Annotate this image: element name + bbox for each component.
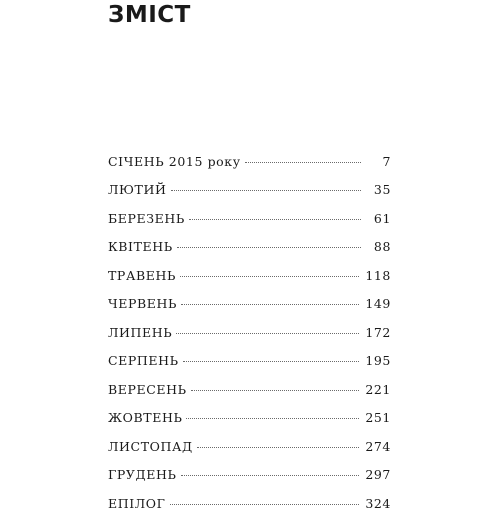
toc-entry[interactable] xyxy=(108,425,391,454)
toc-entry[interactable] xyxy=(108,397,391,426)
dot-leader xyxy=(176,333,359,334)
dot-leader xyxy=(180,276,359,277)
dot-leader xyxy=(181,304,359,305)
toc-entry[interactable] xyxy=(108,283,391,312)
toc-entry[interactable] xyxy=(108,140,391,169)
dot-leader xyxy=(189,219,361,220)
toc-entry[interactable] xyxy=(108,254,391,283)
toc-entry[interactable] xyxy=(108,368,391,397)
toc-entry[interactable] xyxy=(108,226,391,255)
toc-entry[interactable] xyxy=(108,169,391,198)
toc-page-number: 35 xyxy=(373,182,391,197)
toc-entry-label: ЕПІЛОГ xyxy=(108,495,166,511)
toc-entry[interactable] xyxy=(108,197,391,226)
toc-page-number: 221 xyxy=(365,381,391,397)
dot-leader xyxy=(171,190,362,191)
toc-page-number: 297 xyxy=(365,467,391,482)
toc-page-number: 324 xyxy=(365,495,391,511)
dot-leader xyxy=(197,447,360,448)
dot-leader xyxy=(177,247,361,248)
page-title: ЗМІСТ xyxy=(108,2,191,28)
dot-leader xyxy=(245,162,361,163)
toc-entry-label: СІЧЕНЬ 2015 року xyxy=(108,153,241,169)
toc-entry-label: БЕРЕЗЕНЬ xyxy=(108,210,185,226)
table-of-contents xyxy=(108,140,391,511)
toc-page-number: 7 xyxy=(382,153,391,169)
toc-page-number: 172 xyxy=(365,324,391,340)
dot-leader xyxy=(181,475,360,476)
toc-entry-label: ЧЕРВЕНЬ xyxy=(108,296,178,311)
toc-page-number: 61 xyxy=(373,210,391,226)
toc-entry-label: ТРАВЕНЬ xyxy=(108,267,177,283)
toc-page-number: 195 xyxy=(365,353,391,368)
toc-entry-label: КВІТЕНЬ xyxy=(108,239,173,254)
toc-entry[interactable] xyxy=(108,454,391,483)
toc-entry-label: СЕРПЕНЬ xyxy=(108,353,179,368)
toc-entry[interactable] xyxy=(108,311,391,340)
toc-page-number: 274 xyxy=(365,438,391,454)
dot-leader xyxy=(186,418,359,419)
toc-entry-label: ЛИСТОПАД xyxy=(108,438,193,454)
toc-page-number: 118 xyxy=(365,267,391,283)
toc-page-number: 251 xyxy=(365,410,391,425)
toc-entry-label: ЖОВТЕНЬ xyxy=(108,410,183,425)
dot-leader xyxy=(183,361,360,362)
toc-entry-label: ЛЮТИЙ xyxy=(108,182,167,197)
toc-entry[interactable] xyxy=(108,340,391,369)
dot-leader xyxy=(191,390,360,391)
toc-entry[interactable] xyxy=(108,482,391,511)
dot-leader xyxy=(170,504,360,505)
toc-page-number: 88 xyxy=(373,239,391,254)
toc-entry-label: ВЕРЕСЕНЬ xyxy=(108,381,187,397)
toc-entry-label: ЛИПЕНЬ xyxy=(108,324,173,340)
toc-entry-label: ГРУДЕНЬ xyxy=(108,467,177,482)
toc-page-number: 149 xyxy=(365,296,391,311)
